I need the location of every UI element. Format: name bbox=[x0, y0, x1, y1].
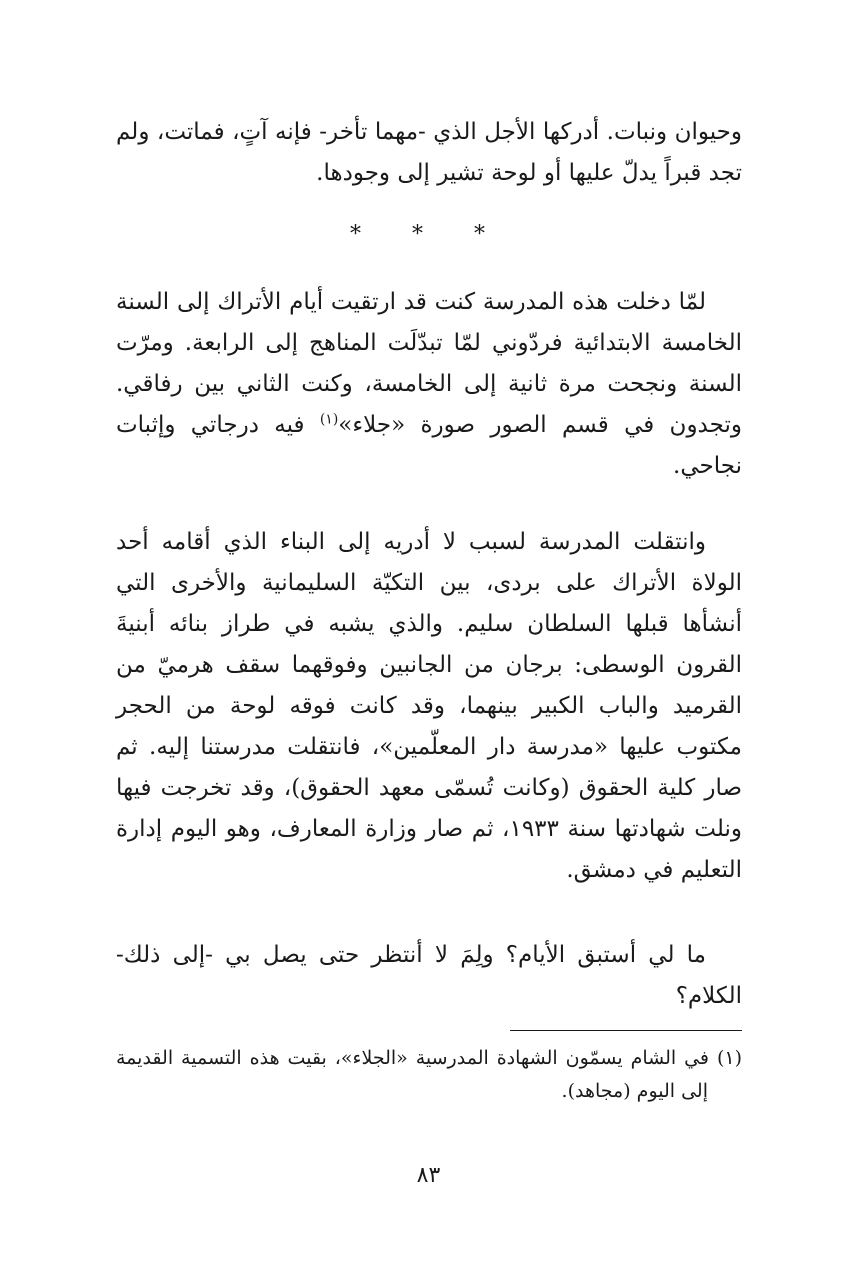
footnote-reference: (١) bbox=[319, 411, 339, 428]
paragraph-3: وانتقلت المدرسة لسبب لا أدريه إلى البناء الذي أقامه أحد الولاة الأتراك على بردى، بين التكيّة السليمانية والأخرى التي أنشأها قبلها السلطان سليم. والذي يشبه في طراز بنائه أبنيةَ القرون الوسطى: برجان من الجانبين وفوقهما سقف هرميّ من القرميد والباب الكبير بينهما، وقد كانت فوقه لوحة من الحجر مكتوب عليها «مدرسة دار المعلّمين»، فانتقلت مدرستنا إليه. ثم صار كلية الحقوق (وكانت تُسمّى معهد الحقوق)، وقد تخرجت فيها ونلت شهادتها سنة ١٩٣٣، ثم صار وزارة المعارف، وهو اليوم إدارة التعليم في دمشق. bbox=[116, 529, 742, 883]
paragraph-2 bbox=[116, 282, 742, 487]
page-number: ٨٣ bbox=[416, 1163, 441, 1188]
paragraph-2-text-end: فيه درجاتي وإثبات نجاحي. bbox=[116, 412, 742, 479]
section-separator: * * * bbox=[350, 222, 507, 247]
paragraph-1: وحيوان ونبات. أدركها الأجل الذي -مهما تأخر- فإنه آتٍ، فماتت، ولم تجد قبراً يدلّ عليها أو لوحة تشير إلى وجودها. bbox=[116, 119, 742, 186]
footnote: (١) في الشام يسمّون الشهادة المدرسية «الجلاء»، بقيت هذه التسمية القديمة إلى اليوم (مجاهد). bbox=[116, 1047, 742, 1102]
paragraph-4: ما لي أستبق الأيام؟ ولِمَ لا أنتظر حتى يصل بي -إلى ذلك- الكلام؟ bbox=[116, 942, 742, 1009]
footnote-divider bbox=[510, 1030, 742, 1031]
paragraph-2-text-start: لمّا دخلت هذه المدرسة كنت قد ارتقيت أيام الأتراك إلى السنة الخامسة الابتدائية فردّوني لمّا تبدّلَت المناهج إلى الرابعة. ومرّت السنة ونجحت مرة ثانية إلى الخامسة، وكنت الثاني بين رفاقي. وتجدون في قسم الصور صورة «جلاء» bbox=[116, 289, 742, 438]
